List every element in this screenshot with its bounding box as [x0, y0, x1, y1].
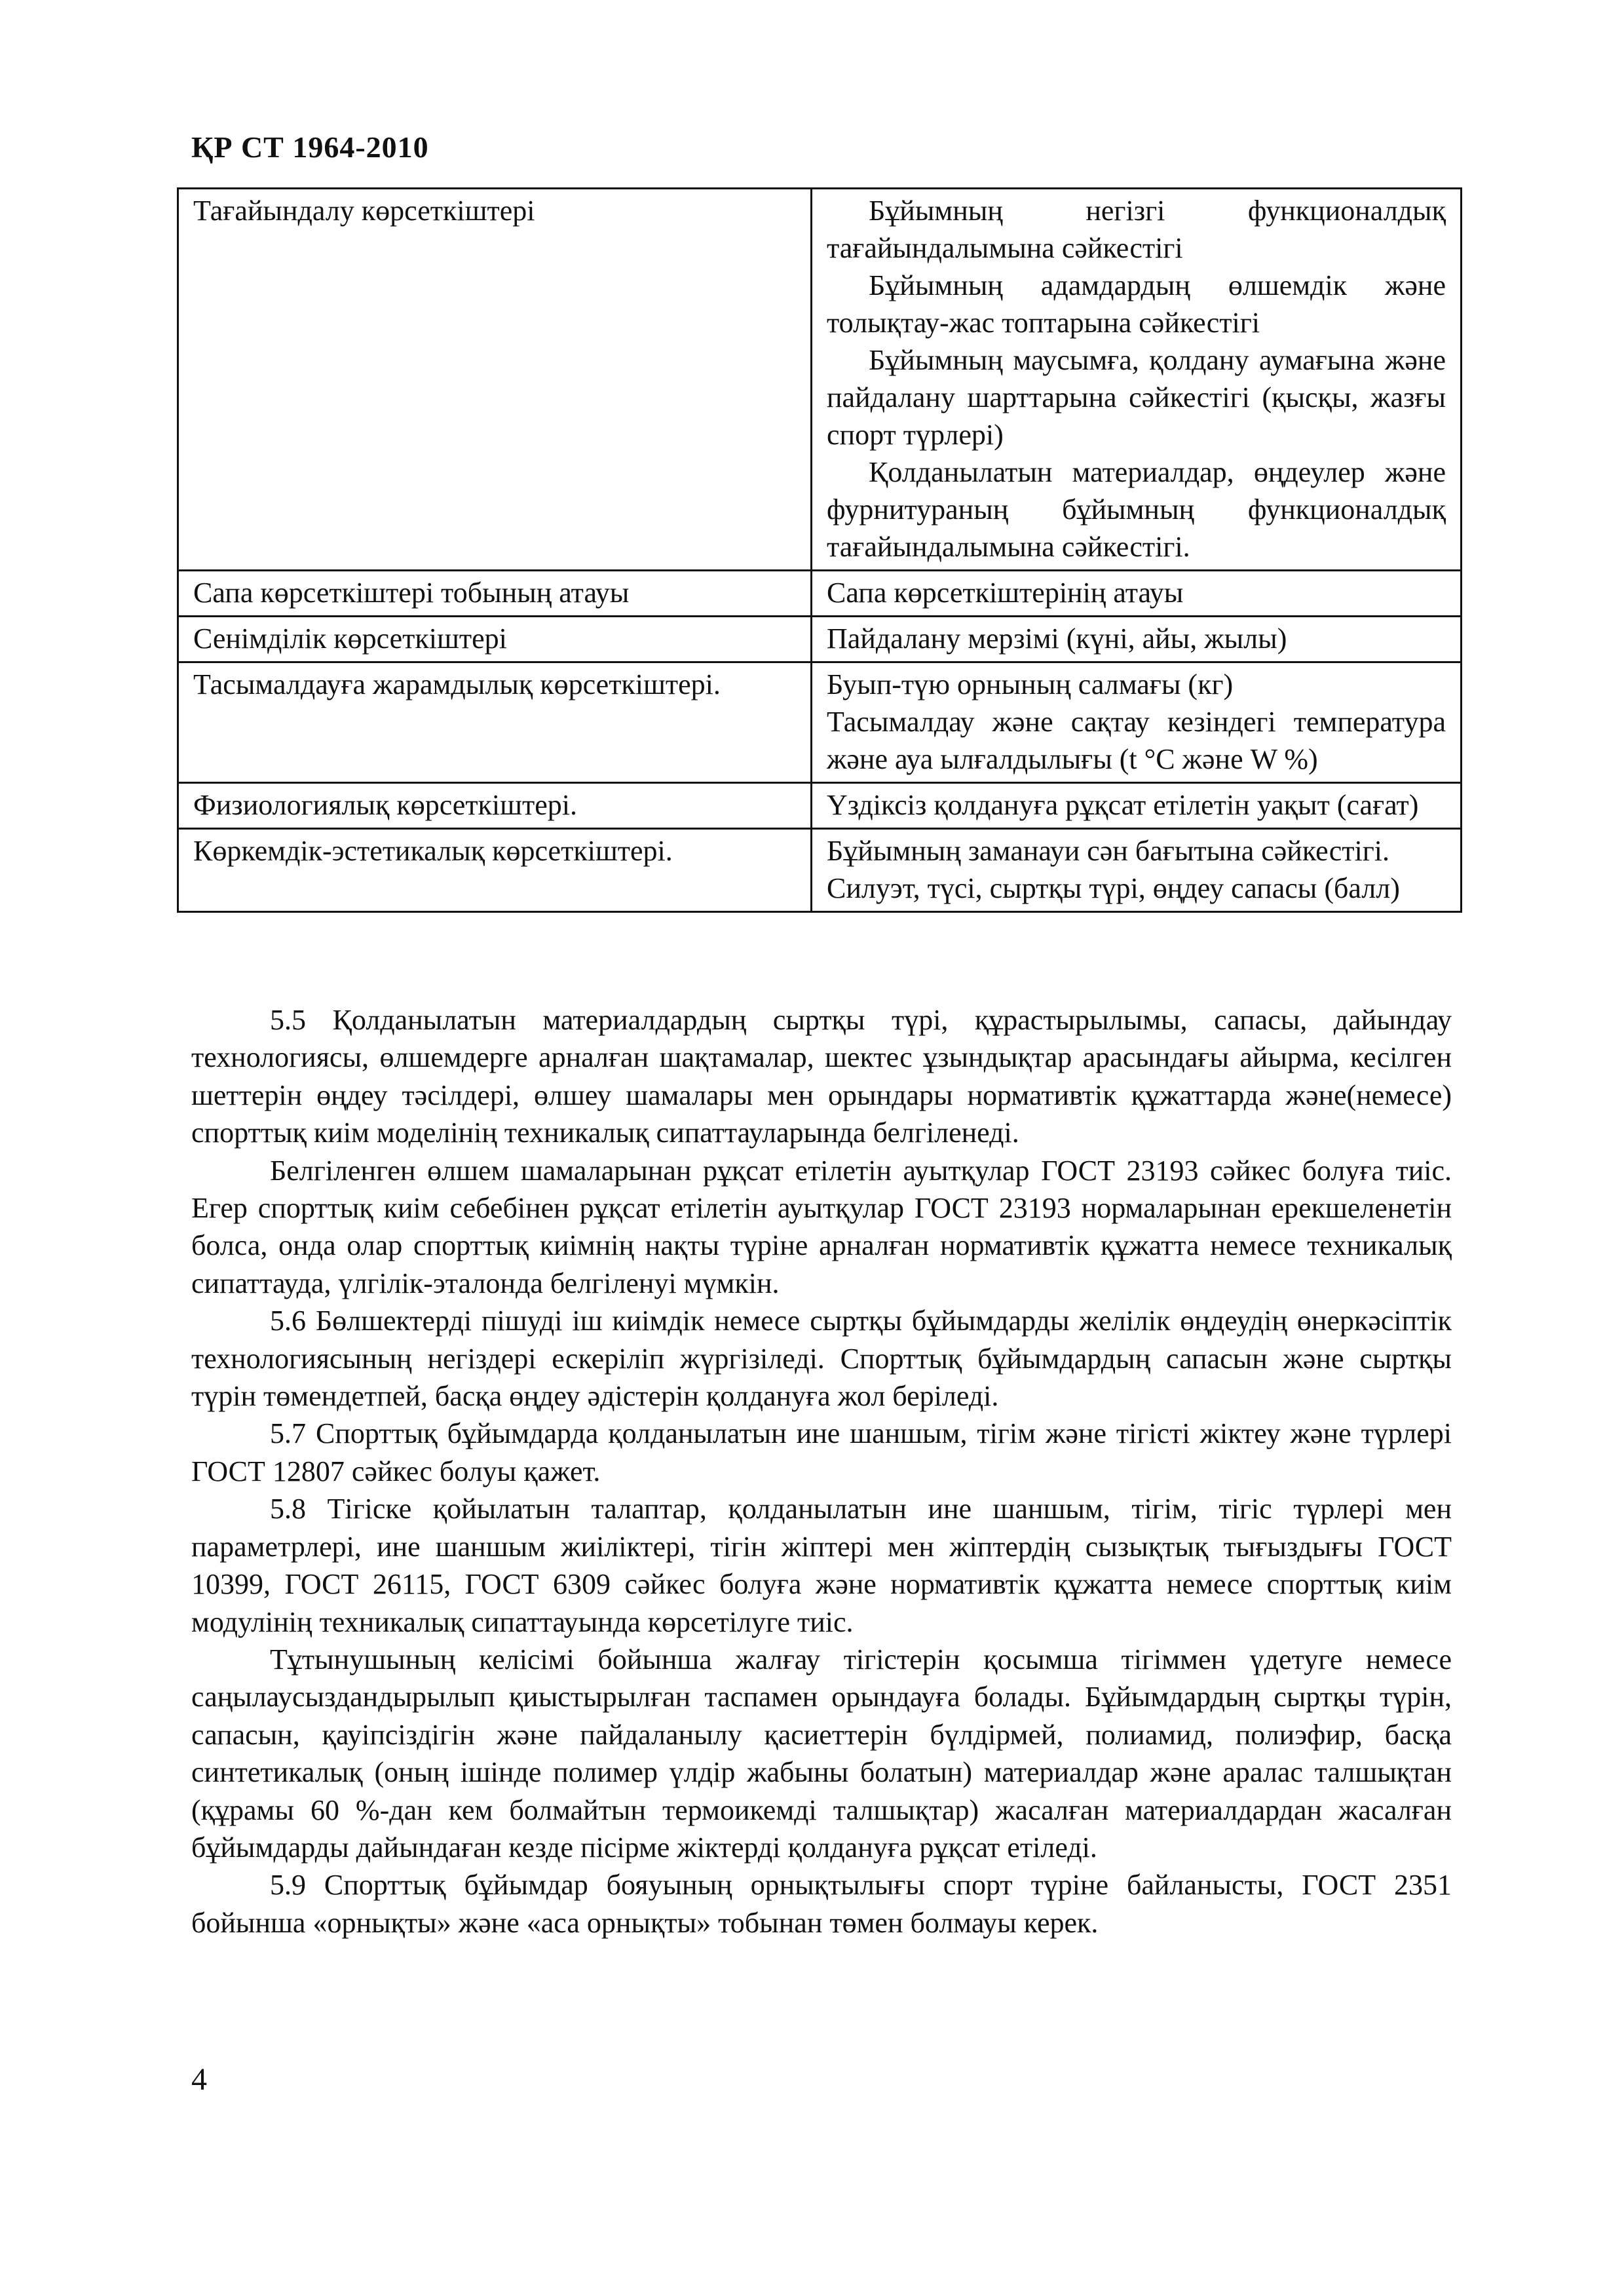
- table-row: [178, 189, 1462, 571]
- cell-paragraph: Бұйымның адамдардың өлшемдік және толықтау-жас топтарына сәйкестігі: [827, 269, 1446, 339]
- paragraph-5-7: 5.7 Спорттық бұйымдарда қолданылатын ине шаншым, тігім және тігісті жіктеу және түрлері ГОСТ 12807 сәйкес болуы қажет.: [191, 1417, 1452, 1487]
- table-cell: Сенімділік көрсеткіштері: [178, 617, 812, 662]
- cell-paragraph: Бұйымның негізгі функционалдық тағайындалымына сәйкестігі: [827, 195, 1446, 264]
- cell-paragraph: Қолданылатын материалдар, өңдеулер және фурнитураның бұйымның функционалдық тағайындалымына сәйкестігі.: [827, 456, 1446, 563]
- table-row: [178, 829, 1462, 912]
- table-cell: [812, 783, 1462, 829]
- table-cell: [812, 189, 1462, 571]
- table-row: [178, 571, 1462, 617]
- cell-paragraph: Буып-түю орнының салмағы (кг): [827, 668, 1234, 700]
- table-row: [178, 617, 1462, 662]
- table-cell: [812, 571, 1462, 617]
- page-number: 4: [191, 2062, 207, 2097]
- table-cell: [812, 829, 1462, 912]
- table-cell: Көркемдік-эстетикалық көрсеткіштері.: [178, 829, 812, 912]
- table-cell: Сапа көрсеткіштері тобының атауы: [178, 571, 812, 617]
- table-row: [178, 662, 1462, 783]
- cell-paragraph: Бұйымның маусымға, қолдану аумағына және пайдалану шарттарына сәйкестігі (қысқы, жазғы спорт түрлері): [827, 344, 1446, 451]
- table-cell: Физиологиялық көрсеткіштері.: [178, 783, 812, 829]
- paragraph-5-5: 5.5 Қолданылатын материалдардың сыртқы түрі, құрастырылымы, сапасы, дайындау технологиясы, өлшемдерге арналған шақтамалар, шектес ұзындықтар арасындағы айырма, кесілген шеттерін өңдеу тәсілдері, өлшеу шамалары мен орындары нормативтік құжаттарда және(немесе) спорттық киім моделінің техникалық сипаттауларында белгіленеді.: [191, 1004, 1452, 1149]
- table-cell: Тағайындалу көрсеткіштері: [178, 189, 812, 571]
- paragraph-5-9: 5.9 Спорттық бұйымдар бояуының орнықтылығы спорт түріне байланысты, ГОСТ 2351 бойынша «орнықты» және «аса орнықты» тобынан төмен болмауы керек.: [191, 1869, 1452, 1939]
- paragraph-5-8: 5.8 Тігіске қойылатын талаптар, қолданылатын ине шаншым, тігім, тігіс түрлері мен параметрлері, ине шаншым жиіліктері, тігін жіптері мен жіптердің сызықтық тығыздығы ГОСТ 10399, ГОСТ 26115, ГОСТ 6309 сәйкес болуға және нормативтік құжатта немесе спорттық киім модулінің техникалық сипаттауында көрсетілуге тиіс.: [191, 1493, 1452, 1638]
- cell-paragraph: Бұйымның заманауи сән бағытына сәйкестігі.: [827, 835, 1390, 867]
- cell-paragraph: Үздіксіз қолдануға рұқсат етілетін уақыт (сағат): [827, 789, 1419, 821]
- quality-indicators-table: [177, 187, 1462, 913]
- document-header: ҚР СТ 1964-2010: [191, 130, 429, 164]
- table-row: [178, 783, 1462, 829]
- paragraph-consumer-agreement: Тұтынушының келісімі бойынша жалғау тігістерін қосымша тігіммен үдетуге немесе саңылаусыздандырылып қиыстырылған таспамен орындауға болады. Бұйымдардың сыртқы түрін, сапасын, қауіпсіздігін және пайдаланылу қасиеттерін бүлдірмей, полиамид, полиэфир, басқа синтетикалық (оның ішінде полимер үлдір жабыны болатын) материалдар және аралас талшықтан (құрамы 60 %-дан кем болмайтын термоикемді талшықтар) жасалған материалдардан жасалған бұйымдарды дайындаған кезде пісірме жіктерді қолдануға рұқсат етіледі.: [191, 1643, 1452, 1864]
- cell-paragraph: Пайдалану мерзімі (күні, айы, жылы): [827, 622, 1287, 655]
- cell-paragraph: Сапа көрсеткіштерінің атауы: [827, 577, 1184, 609]
- body-text: [191, 1001, 1452, 1942]
- table-cell: Тасымалдауға жарамдылық көрсеткіштері.: [178, 662, 812, 783]
- table-cell: [812, 617, 1462, 662]
- cell-paragraph: Силуэт, түсі, сыртқы түрі, өңдеу сапасы (балл): [827, 872, 1400, 904]
- cell-paragraph: Тасымалдау және сақтау кезіндегі температура және ауа ылғалдылығы (t °C және W %): [827, 706, 1446, 775]
- paragraph-deviations: Белгіленген өлшем шамаларынан рұқсат етілетін ауытқулар ГОСТ 23193 сәйкес болуға тиіс. Егер спорттық киім себебінен рұқсат етілетін ауытқулар ГОСТ 23193 нормаларынан ерекшеленетін болса, онда олар спорттық киімнің нақты түріне арналған нормативтік құжатта немесе техникалық сипаттауда, үлгілік-эталонда белгіленуі мүмкін.: [191, 1154, 1452, 1299]
- paragraph-5-6: 5.6 Бөлшектерді пішуді іш киімдік немесе сыртқы бұйымдарды желілік өңдеудің өнеркәсіптік технологиясының негіздері ескеріліп жүргізіледі. Спорттық бұйымдардың сапасын және сыртқы түрін төмендетпей, басқа өңдеу әдістерін қолдануға жол беріледі.: [191, 1305, 1452, 1413]
- table-cell: [812, 662, 1462, 783]
